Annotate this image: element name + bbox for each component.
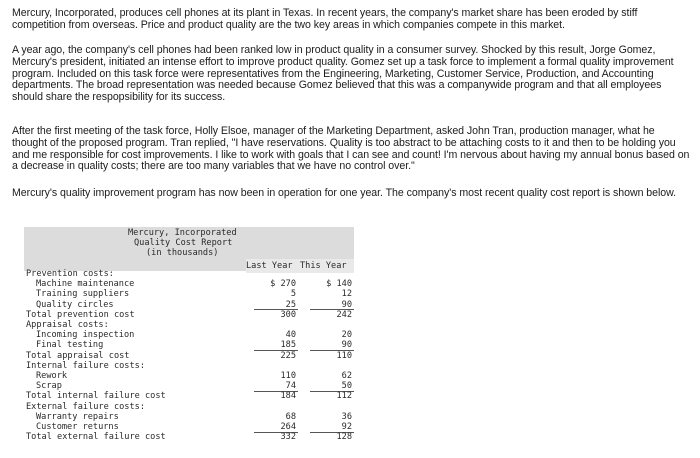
intro-paragraph: Mercury, Incorporated, produces cell phones at its plant in Texas. In recent years, the company's market share has been eroded by stiff competition from overseas. Price and product quality are the two key areas in which companies compete in this market. [12,7,638,31]
value-last-year: 68 [285,411,296,422]
value-last-year: 332 [280,432,296,443]
column-header-this-year: This Year [300,261,347,271]
value-last-year: 110 [280,371,296,381]
value-this-year: 112 [336,391,352,402]
row-label: Total prevention cost [26,309,135,320]
value-this-year: 90 [341,340,352,351]
value-this-year: 110 [336,350,352,361]
row-label: External failure costs: [26,401,145,412]
value-this-year: 20 [341,330,352,341]
report-units: (in thousands) [146,248,219,258]
value-last-year: 74 [285,381,296,392]
row-label: Total appraisal cost [26,350,130,361]
row-label: Rework [36,371,68,381]
report-title: Quality Cost Report [134,238,233,248]
row-label: Total external failure cost [26,432,166,443]
value-this-year: 50 [341,381,352,392]
quality-cost-report [24,227,354,453]
row-label: Scrap [36,381,62,392]
value-this-year: 242 [336,309,352,320]
value-this-year: $ 140 [326,279,352,290]
value-last-year: $ 270 [270,279,296,290]
value-this-year: 128 [336,432,352,443]
row-label: Final testing [36,340,104,351]
row-label: Machine maintenance [36,279,135,290]
value-this-year: 90 [341,299,352,310]
row-label: Training suppliers [36,289,130,300]
report-company-name: Mercury, Incorporated [128,228,237,238]
row-label: Internal failure costs: [26,360,145,371]
value-this-year: 92 [341,422,352,432]
value-last-year: 185 [280,340,296,351]
row-label: Appraisal costs: [26,320,109,330]
value-last-year: 184 [280,391,296,402]
value-last-year: 300 [280,309,296,320]
value-this-year: 12 [341,289,352,300]
row-label: Total internal failure cost [26,391,166,402]
dialogue-paragraph: After the first meeting of the task force, Holly Elsoe, manager of the Marketing Department, asked John Tran, production manager, what he thought of the proposed program. Tran replied, "I have reservations. Quality is too abstract to be attaching costs to it and then to be holding you and me responsible for cost improvements. I like to work with goals that I can see and count! I'm nervous about having my annual bonus based on a decrease in quality costs; there are too many variables that we have no control over." [12,125,690,173]
value-this-year: 36 [341,411,352,422]
report-intro-paragraph: Mercury's quality improvement program has now been in operation for one year. The company's most recent quality cost report is shown below. [12,187,677,199]
value-last-year: 5 [290,289,296,300]
row-label: Warranty repairs [36,411,119,422]
column-header-last-year: Last Year [246,261,293,271]
value-last-year: 40 [285,330,296,341]
row-label: Quality circles [36,299,114,310]
row-label: Customer returns [36,422,119,432]
value-this-year: 62 [341,371,352,381]
value-last-year: 264 [280,422,296,432]
value-last-year: 25 [285,299,296,310]
value-last-year: 225 [280,350,296,361]
background-paragraph: A year ago, the company's cell phones had been ranked low in product quality in a consumer survey. Shocked by this result, Jorge Gomez, Mercury's president, initiated an intense effort to improve product quality. Gomez set up a task force to implement a formal quality improvement program. Included on this task force were representatives from the Engineering, Marketing, Customer Service, Production, and Accounting departments. The broad representation was needed because Gomez believed that this was a companywide program and that all employees should share the respopsibility for its success. [12,44,674,104]
row-label: Prevention costs: [26,269,114,279]
row-label: Incoming inspection [36,330,135,341]
